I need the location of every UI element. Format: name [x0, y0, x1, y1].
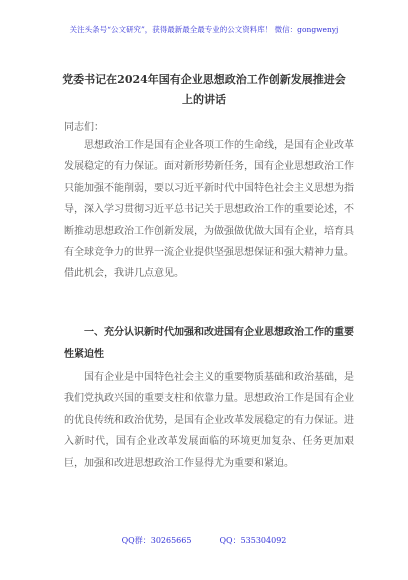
- section-heading: 一、充分认识新时代加强和改进国有企业思想政治工作的重要性紧迫性: [64, 327, 354, 360]
- header-banner: 关注头条号“公文研究”，获得最新最全最专业的公文资料库！ 微信：gongwenyj: [69, 25, 339, 34]
- footer-qq: QQ：535304092: [219, 536, 287, 545]
- footer-qq-group: QQ群：30265665: [121, 536, 192, 545]
- section-paragraph: 国有企业是中国特色社会主义的重要物质基础和政治基础，是我们党执政兴国的重要支柱和依靠力量。思想政治工作是国有企业的优良传统和政治优势，是国有企业改革发展稳定的有力保证。进入新时代，国有企业改革发展面临的环境更加复杂、任务更加艰巨，加强和改进思想政治工作显得尤为重要和紧迫。: [64, 372, 354, 469]
- footer-contact: [0, 535, 408, 546]
- document-title: 党委书记在2024年国有企业思想政治工作创新发展推进会上的讲话: [62, 73, 346, 106]
- salutation: 同志们：: [64, 122, 104, 133]
- intro-paragraph: 思想政治工作是国有企业各项工作的生命线，是国有企业改革发展稳定的有力保证。面对新形势新任务，国有企业思想政治工作只能加强不能削弱，要以习近平新时代中国特色社会主义思想为指导，深入学习贯彻习近平总书记关于思想政治工作的重要论述，不断推动思想政治工作创新发展，为做强做优做大国有企业，培育具有全球竞争力的世界一流企业提供坚强思想保证和强大精神力量。借此机会，我讲几点意见。: [64, 140, 354, 280]
